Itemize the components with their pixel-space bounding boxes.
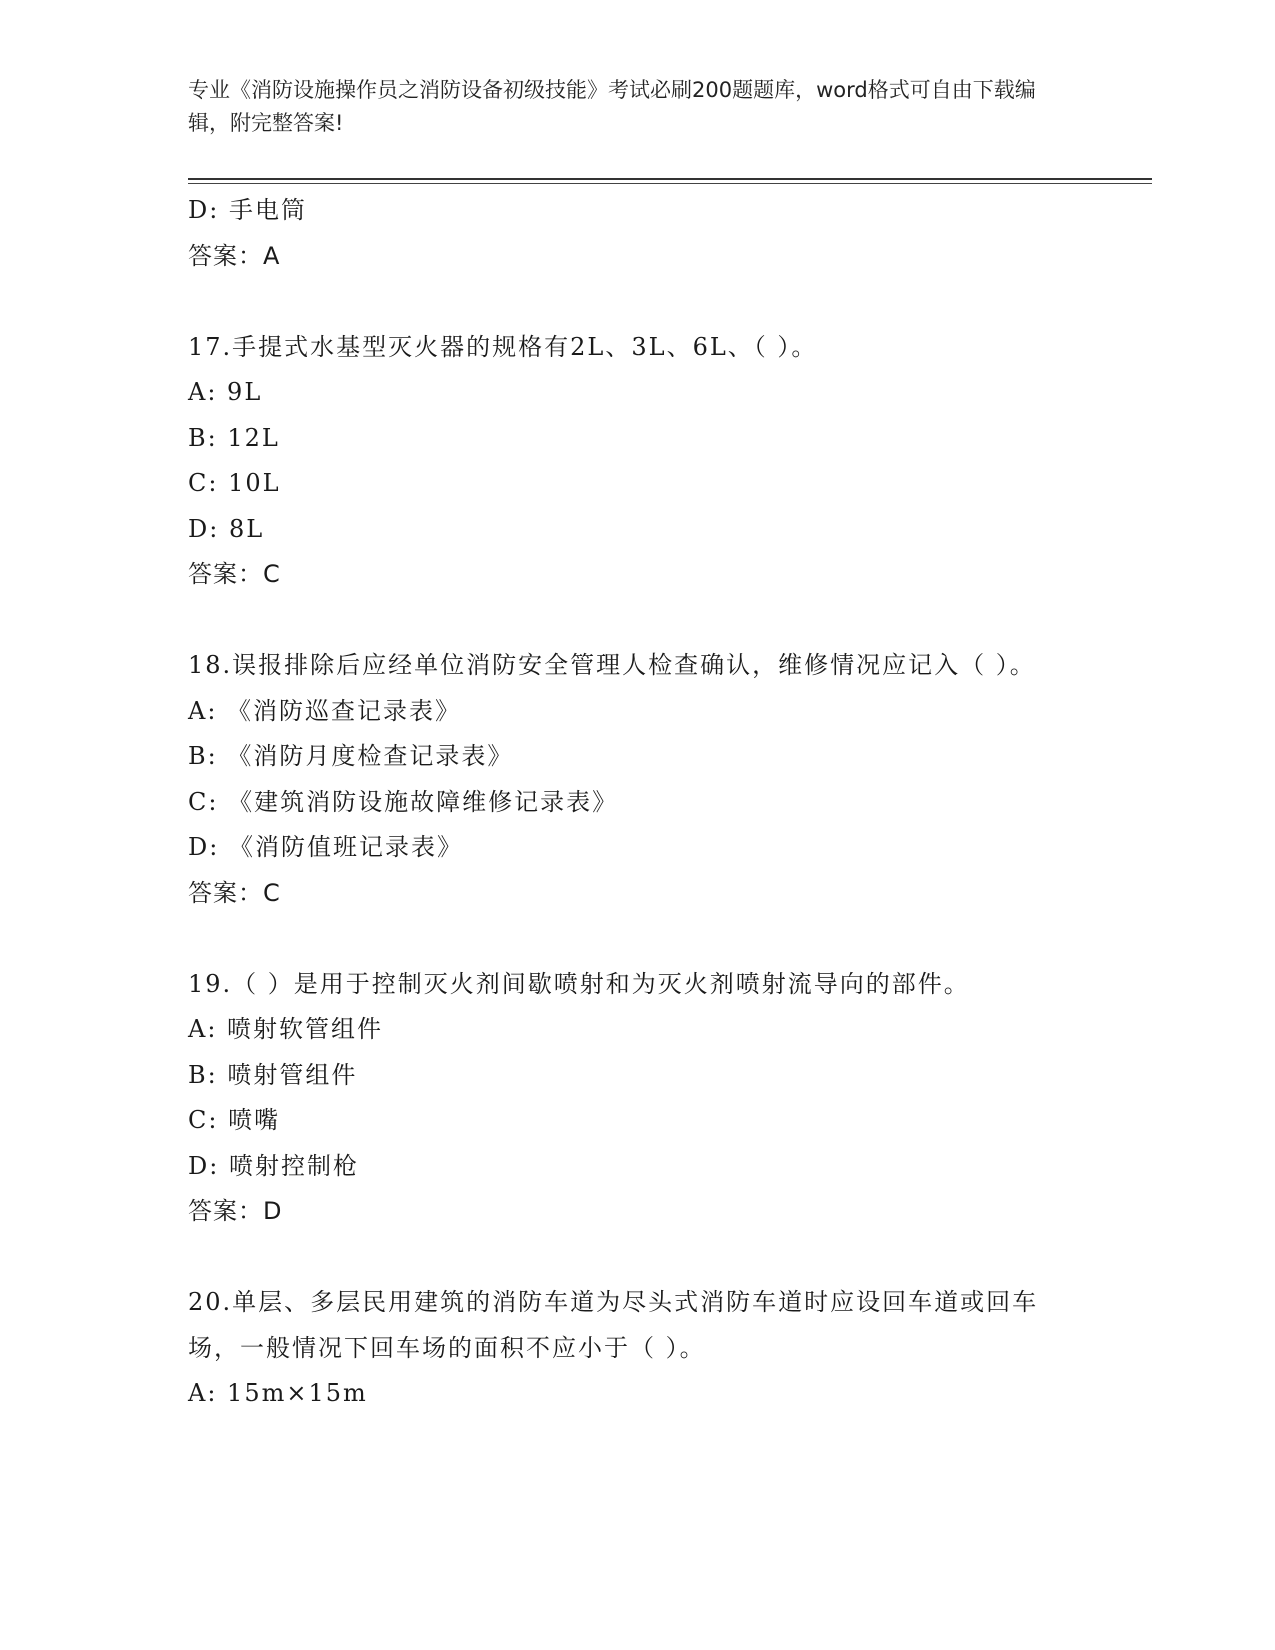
- answer-line: 答案：D: [188, 1197, 283, 1225]
- header-divider-thick: [188, 178, 1152, 180]
- option-d: D: 《消防值班记录表》: [188, 833, 463, 861]
- question-stem: 18.误报排除后应经单位消防安全管理人检查确认，维修情况应记入（ ）。: [188, 651, 1036, 679]
- header-divider-thin: [188, 183, 1152, 184]
- answer-line: 答案：C: [188, 878, 281, 907]
- header-title: 专业《消防设施操作员之消防设备初级技能》考试必刷200题题库，word格式可自由下载编辑，附完整答案!: [188, 78, 1036, 135]
- option-c: C: 喷嘴: [188, 1106, 281, 1134]
- option-b: B: 12L: [188, 423, 280, 452]
- option-d: D: 喷射控制枪: [188, 1151, 359, 1180]
- option-b: B: 《消防月度检查记录表》: [188, 742, 514, 770]
- question-stem: 20.单层、多层民用建筑的消防车道为尽头式消防车道时应设回车道或回车场，一般情况下回车场的面积不应小于（ ）。: [188, 1288, 1039, 1362]
- answer-line: 答案：C: [188, 560, 281, 588]
- option-a: A: 9L: [188, 378, 263, 406]
- option-b: B: 喷射管组件: [188, 1060, 358, 1089]
- option-a: A: 15m×15m: [188, 1379, 368, 1407]
- question-list: [188, 188, 1088, 1417]
- option-c: C: 《建筑消防设施故障维修记录表》: [188, 787, 619, 816]
- option-d: D: 8L: [188, 514, 265, 543]
- answer-line: 答案：A: [188, 241, 281, 270]
- question-stem: 19.（ ）是用于控制灭火剂间歇喷射和为灭火剂喷射流导向的部件。: [188, 969, 970, 998]
- question-stem: 17.手提式水基型灭火器的规格有2L、3L、6L、（ ）。: [188, 332, 818, 361]
- document-header: [188, 74, 1068, 140]
- spacer: [188, 279, 1088, 325]
- option-a: A: 《消防巡查记录表》: [188, 696, 462, 725]
- option-a: A: 喷射软管组件: [188, 1015, 384, 1043]
- spacer: [188, 598, 1088, 644]
- option-d: D: 手电筒: [188, 196, 307, 224]
- spacer: [188, 1235, 1088, 1281]
- option-c: C: 10L: [188, 469, 281, 497]
- spacer: [188, 916, 1088, 962]
